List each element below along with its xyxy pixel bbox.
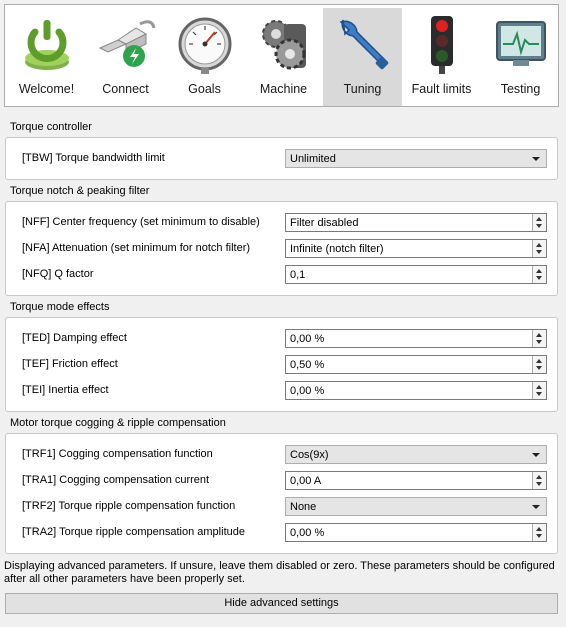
arrow-up-icon <box>536 269 542 273</box>
arrow-down-icon <box>536 340 542 344</box>
trf1-value: Cos(9x) <box>290 449 329 461</box>
arrow-down-icon <box>536 534 542 538</box>
monitor-icon <box>491 14 551 74</box>
gears-icon <box>254 14 314 74</box>
nff-spinbox[interactable] <box>285 213 547 232</box>
tab-tuning[interactable] <box>323 8 402 106</box>
group-notch-filter <box>5 201 558 296</box>
spin-buttons[interactable] <box>532 240 546 257</box>
gauge-icon <box>175 14 235 74</box>
trf2-value: None <box>290 501 317 513</box>
traffic-light-icon <box>412 14 472 74</box>
chevron-down-icon <box>532 505 540 509</box>
row-label-tbw: [TBW] Torque bandwidth limit <box>22 152 165 164</box>
row-label-tra2: [TRA2] Torque ripple compensation amplitude <box>22 526 245 538</box>
trf2-combo[interactable] <box>285 497 547 516</box>
row-label-tei: [TEI] Inertia effect <box>22 384 109 396</box>
section-title-cogging: Motor torque cogging & ripple compensation <box>10 417 226 429</box>
tab-label: Testing <box>500 82 541 96</box>
tab-label: Welcome! <box>18 82 75 96</box>
group-torque-controller <box>5 137 558 180</box>
arrow-up-icon <box>536 475 542 479</box>
row-label-nff: [NFF] Center frequency (set minimum to disable) <box>22 216 260 228</box>
section-title-mode-effects: Torque mode effects <box>10 301 110 313</box>
row-label-ted: [TED] Damping effect <box>22 332 127 344</box>
tab-fault-limits[interactable] <box>402 8 481 106</box>
trf1-combo[interactable] <box>285 445 547 464</box>
spin-buttons[interactable] <box>532 356 546 373</box>
tbw-combo[interactable] <box>285 149 547 168</box>
tra2-spinbox[interactable] <box>285 523 547 542</box>
row-label-trf1: [TRF1] Cogging compensation function <box>22 448 213 460</box>
arrow-down-icon <box>536 392 542 396</box>
tab-welcome[interactable] <box>7 8 86 106</box>
row-label-nfq: [NFQ] Q factor <box>22 268 94 280</box>
wrench-icon <box>333 14 393 74</box>
tei-value: 0,00 % <box>290 385 325 397</box>
spin-buttons[interactable] <box>532 382 546 399</box>
tab-label: Connect <box>102 82 149 96</box>
nfa-spinbox[interactable] <box>285 239 547 258</box>
arrow-up-icon <box>536 333 542 337</box>
group-mode-effects <box>5 317 558 412</box>
tab-testing[interactable] <box>481 8 560 106</box>
tra1-value: 0,00 A <box>290 475 322 487</box>
tef-spinbox[interactable] <box>285 355 547 374</box>
power-icon <box>17 14 77 74</box>
spin-buttons[interactable] <box>532 524 546 541</box>
nfa-value: Infinite (notch filter) <box>290 243 384 255</box>
tab-label: Tuning <box>343 82 382 96</box>
tra2-value: 0,00 % <box>290 527 325 539</box>
arrow-down-icon <box>536 482 542 486</box>
arrow-down-icon <box>536 224 542 228</box>
chevron-down-icon <box>532 157 540 161</box>
arrow-down-icon <box>536 250 542 254</box>
spin-buttons[interactable] <box>532 330 546 347</box>
tab-machine[interactable] <box>244 8 323 106</box>
arrow-down-icon <box>536 276 542 280</box>
chevron-down-icon <box>532 453 540 457</box>
spin-buttons[interactable] <box>532 472 546 489</box>
spin-buttons[interactable] <box>532 214 546 231</box>
row-label-nfa: [NFA] Attenuation (set minimum for notch filter) <box>22 242 251 254</box>
tei-spinbox[interactable] <box>285 381 547 400</box>
section-title-torque-controller: Torque controller <box>10 121 92 133</box>
nff-value: Filter disabled <box>290 217 359 229</box>
ted-spinbox[interactable] <box>285 329 547 348</box>
nfq-spinbox[interactable] <box>285 265 547 284</box>
arrow-up-icon <box>536 359 542 363</box>
tab-label: Fault limits <box>411 82 472 96</box>
tab-connect[interactable] <box>86 8 165 106</box>
spin-buttons[interactable] <box>532 266 546 283</box>
arrow-down-icon <box>536 366 542 370</box>
arrow-up-icon <box>536 243 542 247</box>
tab-goals[interactable] <box>165 8 244 106</box>
tef-value: 0,50 % <box>290 359 325 371</box>
advanced-note: Displaying advanced parameters. If unsure, leave them disabled or zero. These parameters should be configured after all other parameters have been properly set. <box>4 560 555 585</box>
section-title-notch-filter: Torque notch & peaking filter <box>10 185 150 197</box>
ted-value: 0,00 % <box>290 333 325 345</box>
hide-advanced-settings-button[interactable]: Hide advanced settings <box>5 593 558 614</box>
arrow-up-icon <box>536 527 542 531</box>
row-label-tef: [TEF] Friction effect <box>22 358 118 370</box>
tab-label: Machine <box>259 82 308 96</box>
nfq-value: 0,1 <box>290 269 306 281</box>
tab-label: Goals <box>188 82 221 96</box>
network-plug-icon <box>96 14 156 74</box>
arrow-up-icon <box>536 385 542 389</box>
arrow-up-icon <box>536 217 542 221</box>
tbw-combo-value: Unlimited <box>290 153 336 165</box>
row-label-tra1: [TRA1] Cogging compensation current <box>22 474 210 486</box>
row-label-trf2: [TRF2] Torque ripple compensation function <box>22 500 236 512</box>
group-cogging <box>5 433 558 554</box>
tra1-spinbox[interactable] <box>285 471 547 490</box>
wizard-tab-bar <box>4 4 559 107</box>
